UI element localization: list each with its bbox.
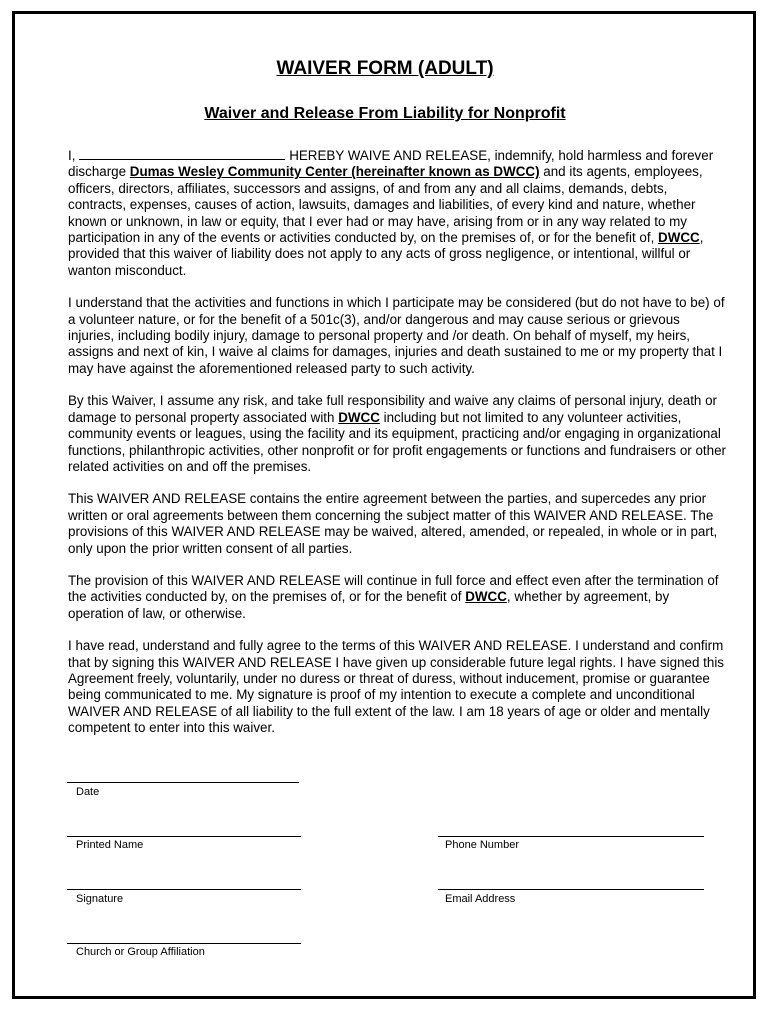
affiliation-line[interactable]: [67, 943, 301, 944]
form-subtitle: Waiver and Release From Liability for Nonprofit: [204, 105, 566, 122]
organization-abbr: DWCC: [465, 589, 507, 605]
email-address-label: Email Address: [445, 893, 516, 905]
paragraph-acknowledgement: I have read, understand and fully agree to the terms of this WAIVER AND RELEASE. I understand and confirm that by signing this WAIVER AND RELEASE I have given up considerable future legal rights. I have signed this Agreement freely, voluntarily, under no duress or threat of duress, without inducement, promise or guarantee being communicated to me. My signature is proof of my intention to execute a complete and unconditional WAIVER AND RELEASE of all liability to the full extent of the law. I am 18 years of age or older and mentally competent to enter into this waiver.: [68, 638, 724, 736]
release-text-3: , provided that this waiver of liability does not apply to any acts of gross negligence, or intentional, willful or wanton misconduct.: [68, 230, 704, 278]
date-label: Date: [76, 786, 100, 798]
signature-line[interactable]: [67, 889, 301, 890]
paragraph-continuation: [68, 573, 728, 622]
paragraph-release: [68, 147, 728, 279]
release-prefix: I,: [68, 148, 76, 163]
continuation-text-2: , whether by agreement, by operation of law, or otherwise.: [68, 589, 670, 621]
continuation-text-1: The provision of this WAIVER AND RELEASE will continue in full force and effect even after the termination of the activities conducted by, on the premises of, or for the benefit of: [68, 572, 719, 605]
participant-name-blank[interactable]: [79, 147, 285, 160]
assume-risk-text-2: including but not limited to any volunteer activities, community events or leagues, using the facility and its equipment, practicing and/or engaging in organizational functions, philanthropic activities, other nonprofit or for profit engagements or functions and fundraisers or other related activities on and off the premises.: [68, 409, 726, 474]
email-address-line[interactable]: [438, 889, 704, 890]
organization-name: Dumas Wesley Community Center (hereinafter known as DWCC): [129, 164, 540, 180]
form-title: WAIVER FORM (ADULT): [276, 58, 494, 79]
release-text-1: HEREBY WAIVE AND RELEASE, indemnify, hold harmless and forever discharge: [68, 148, 714, 180]
organization-abbr: DWCC: [338, 409, 380, 425]
affiliation-label: Church or Group Affiliation: [76, 946, 205, 958]
phone-number-label: Phone Number: [445, 839, 519, 851]
paragraph-entire-agreement: This WAIVER AND RELEASE contains the entire agreement between the parties, and supercedes any prior written or oral agreements between them concerning the subject matter of this WAIVER AND RELEASE. The provisions of this WAIVER AND RELEASE may be waived, altered, amended, or repealed, in whole or in part, only upon the prior written consent of all parties.: [68, 491, 718, 556]
release-text-2: and its agents, employees, officers, directors, affiliates, successors and assigns, of and from any and all claims, demands, debts, contracts, expenses, causes of action, lawsuits, damages and liabilities, of every kind and nature, whether known or unknown, in law or equity, that I ever had or may have, arising from or in any way related to my participation in any of the events or activities conducted by, on the premises of, or for the benefit of,: [68, 164, 703, 246]
signature-label: Signature: [76, 893, 124, 905]
date-line[interactable]: [67, 782, 299, 783]
printed-name-label: Printed Name: [76, 839, 144, 851]
paragraph-risk-understanding: I understand that the activities and functions in which I participate may be considered (but do not have to be) of a volunteer nature, or for the benefit of a 501c(3), and/or dangerous and may cause serious or grievous injuries, including bodily injury, damage to personal property and /or death. On behalf of myself, my heirs, assigns and next of kin, I waive al claims for damages, injuries and death sustained to me or my property that I may have against the aforementioned released party to such activity.: [68, 295, 725, 376]
printed-name-line[interactable]: [67, 836, 301, 837]
phone-number-line[interactable]: [438, 836, 704, 837]
organization-abbr: DWCC: [658, 230, 700, 246]
paragraph-assume-risk: [68, 393, 728, 475]
assume-risk-text-1: By this Waiver, I assume any risk, and take full responsibility and waive any claims of personal injury, death or damage to personal property associated with: [68, 393, 717, 425]
waiver-body: [68, 147, 728, 753]
